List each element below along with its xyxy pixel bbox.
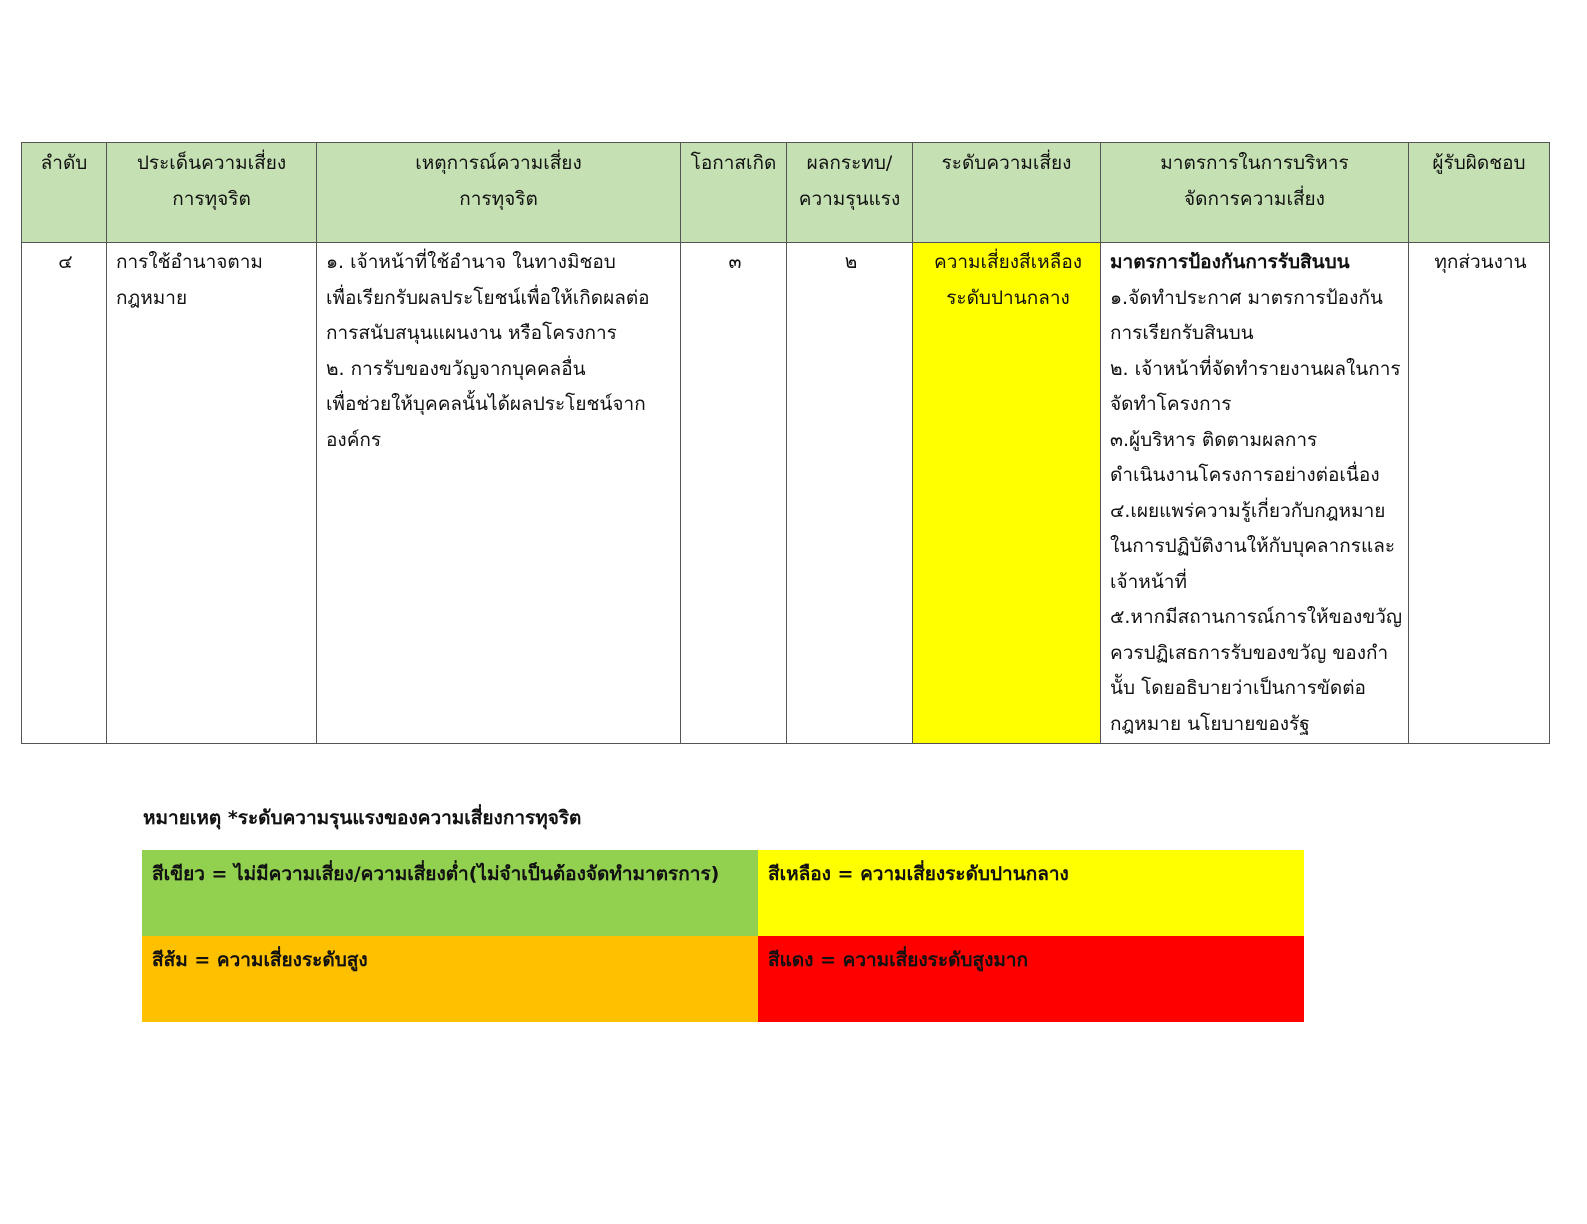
measures-line: เจ้าหน้าที่ (1110, 570, 1188, 593)
header-likelihood-label: โอกาสเกิด (690, 152, 777, 174)
header-measures-line-2: จัดการความเสี่ยง (1184, 188, 1325, 210)
header-impact (787, 143, 913, 243)
risk-event-line: การสนับสนุนแผนงาน หรือโครงการ (326, 322, 617, 344)
cell-risk-issue (107, 243, 317, 744)
measures-line: ในการปฏิบัติงานให้กับบุคลากรและ (1110, 535, 1396, 557)
measures-line: กฎหมาย นโยบายของรัฐ (1110, 712, 1310, 735)
measures-title: มาตรการป้องกันการรับสินบน (1110, 251, 1350, 273)
cell-measures (1101, 243, 1409, 744)
measures-line: ๑.จัดทำประกาศ มาตรการป้องกัน (1110, 286, 1383, 309)
risk-issue-line: การใช้อำนาจตาม (116, 251, 263, 273)
header-risk-level-label: ระดับความเสี่ยง (941, 152, 1072, 174)
risk-event-line: องค์กร (326, 428, 382, 451)
risk-assessment-table (21, 142, 1550, 744)
table-header-row (22, 143, 1550, 243)
legend-yellow: สีเหลือง = ความเสี่ยงระดับปานกลาง (758, 850, 1304, 936)
risk-event-line: ๒. การรับของขวัญจากบุคคลอื่น (326, 357, 586, 380)
risk-event-line: ๑. เจ้าหน้าที่ใช้อำนาจ ในทางมิชอบ (326, 251, 616, 273)
header-risk-event (317, 143, 681, 243)
risk-level-line: ความเสี่ยงสีเหลือง (933, 251, 1083, 273)
measures-line: ๔.เผยแพร่ความรู้เกี่ยวกับกฎหมาย (1110, 499, 1386, 522)
cell-likelihood: ๓ (681, 243, 787, 744)
severity-legend (142, 850, 1304, 1022)
severity-note: หมายเหตุ *ระดับความรุนแรงของความเสี่ยงการทุจริต (143, 807, 582, 829)
header-measures (1101, 143, 1409, 243)
measures-line: ๒. เจ้าหน้าที่จัดทำรายงานผลในการ (1110, 357, 1401, 380)
header-risk-issue-line-1: ประเด็นความเสี่ยง (136, 152, 287, 174)
measures-line: นัับ โดยอธิบายว่าเป็นการขัดต่อ (1110, 677, 1366, 699)
cell-order: ๔ (22, 243, 107, 744)
cell-risk-level (913, 243, 1101, 744)
header-impact-line-1: ผลกระทบ/ (806, 152, 893, 174)
header-responsible (1409, 143, 1550, 243)
header-likelihood (681, 143, 787, 243)
header-order (22, 143, 107, 243)
legend-red: สีแดง = ความเสี่ยงระดับสูงมาก (758, 936, 1304, 1022)
risk-event-line: เพื่อเรียกรับผลประโยชน์เพื่อให้เกิดผลต่อ (326, 286, 650, 309)
header-responsible-label: ผู้รับผิดชอบ (1432, 152, 1526, 174)
risk-level-line: ระดับปานกลาง (946, 286, 1070, 309)
cell-risk-event (317, 243, 681, 744)
cell-responsible: ทุกส่วนงาน (1409, 243, 1550, 744)
header-risk-level (913, 143, 1101, 243)
legend-green: สีเขียว = ไม่มีความเสี่ยง/ความเสี่ยงต่ำ(ไม่จำเป็นต้องจัดทำมาตรการ) (142, 850, 758, 936)
header-risk-issue-line-2: การทุจริต (172, 188, 251, 210)
legend-orange: สีส้ม = ความเสี่ยงระดับสูง (142, 936, 758, 1022)
cell-impact: ๒ (787, 243, 913, 744)
table-row (22, 243, 1550, 744)
measures-line: ดำเนินงานโครงการอย่างต่อเนื่อง (1110, 464, 1380, 486)
header-order-label: ลำดับ (40, 152, 88, 174)
risk-issue-line: กฎหมาย (116, 286, 188, 309)
header-risk-issue (107, 143, 317, 243)
header-risk-event-line-2: การทุจริต (459, 188, 538, 210)
measures-line: ๓.ผู้บริหาร ติดตามผลการ (1110, 428, 1318, 451)
header-measures-line-1: มาตรการในการบริหาร (1160, 152, 1349, 174)
measures-line: ควรปฏิเสธการรับของขวัญ ของกำ (1110, 641, 1389, 664)
risk-event-line: เพื่อช่วยให้บุคคลนั้นได้ผลประโยชน์จาก (326, 393, 646, 415)
header-risk-event-line-1: เหตุการณ์ความเสี่ยง (415, 152, 582, 174)
header-impact-line-2: ความรุนแรง (798, 188, 901, 210)
measures-line: ๕.หากมีสถานการณ์การให้ของขวัญ (1110, 606, 1403, 628)
measures-line: จัดทำโครงการ (1110, 393, 1232, 415)
measures-line: การเรียกรับสินบน (1110, 322, 1254, 344)
